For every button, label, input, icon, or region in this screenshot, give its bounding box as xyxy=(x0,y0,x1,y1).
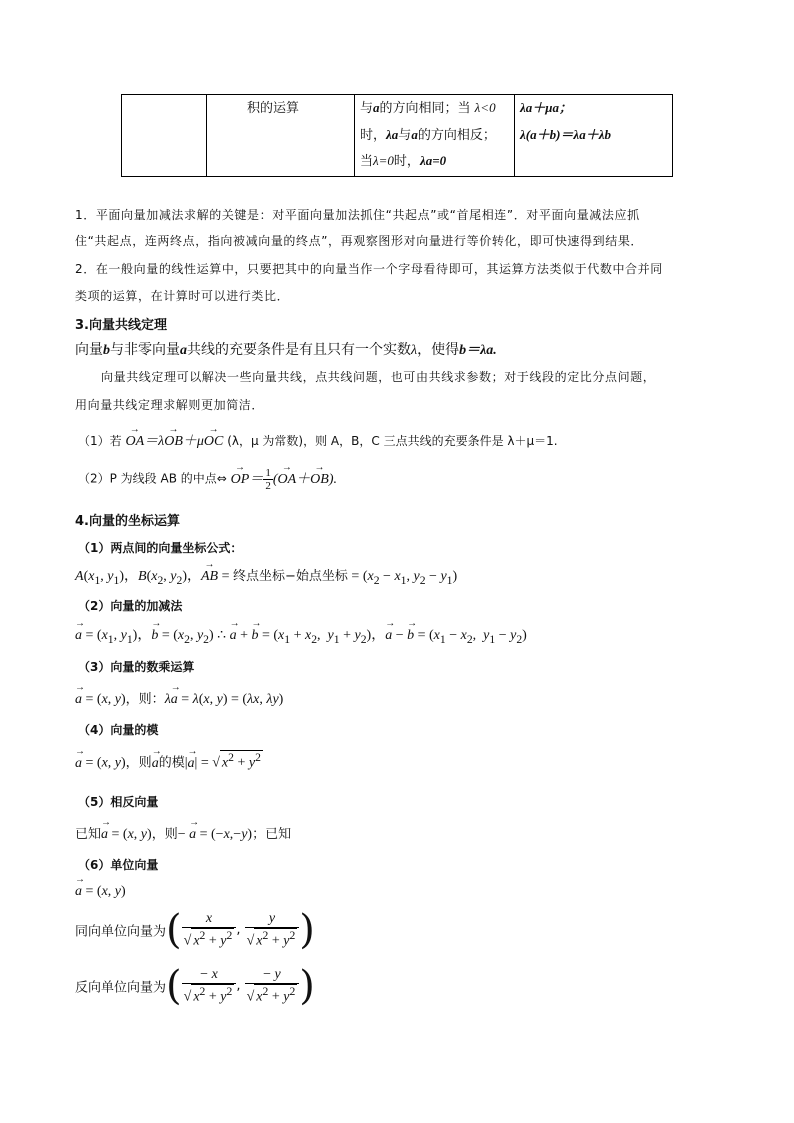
subsection-4-5: （5）相反向量 xyxy=(78,795,159,809)
section-4-heading: 4.向量的坐标运算 xyxy=(75,514,180,529)
note-1-line1: 1．平面向量加减法求解的关键是：对平面向量加法抓住“共起点”或“首尾相连”．对平面向量减法应抓 xyxy=(75,208,640,222)
table-cell-rule-line3: 当λ=0时，λa=0 xyxy=(360,153,447,169)
note-1-line2: 住“共起点，连两终点，指向被减向量的终点”，再观察图形对向量进行等价转化，即可快速得到结果． xyxy=(75,234,644,248)
subsection-4-2: （2）向量的加减法 xyxy=(78,599,183,613)
note-2-line1: 2．在一般向量的线性运算中，只要把其中的向量当作一个字母看待即可，其运算方法类似于代数中合并同 xyxy=(75,262,663,276)
table-divider xyxy=(514,95,515,176)
section-3-item2: （2）P 为线段 AB 的中点⇔ → OP＝ $\frac{1}{2}$ (→ OA＋→ OB). xyxy=(78,467,337,492)
same-direction-unit-vector: 同向单位向量为( $\frac{x}{√ x^2 + y^2}$ , $\frac{y}{√ x^2 + y^2}$ ) xyxy=(75,907,315,953)
operations-table xyxy=(121,94,673,177)
subsection-4-3: （3）向量的数乘运算 xyxy=(78,660,195,674)
section-3-para-line2: 用向量共线定理求解则更加简洁． xyxy=(75,398,265,412)
formula-opposite-vector: 已知→ a = (x, y)，则− → a = (−x,−y)；已知 xyxy=(75,823,291,843)
collinear-theorem: 向量b与非零向量a共线的充要条件是有且只有一个实数λ，使得b＝λa. xyxy=(75,342,497,358)
section-3-para-line1: 向量共线定理可以解决一些向量共线，点共线问题，也可由共线求参数；对于线段的定比分点问题， xyxy=(101,370,656,384)
formula-two-point-vector: $A(x_1$, $y_1$)，$B(x_2$, $y_2$)，→ AB = 终点坐标−始点坐标 = ($x_2 - x_1$, $y_2 - y_1$) xyxy=(75,565,457,587)
table-cell-law-line2: λ(a＋b)＝λa＋λb xyxy=(520,127,611,142)
table-cell-rule-line1: 与a的方向相同；当 λ<0 xyxy=(360,100,496,116)
formula-magnitude: → a = (x, y)，则→ a的模|→ a| = √ $x^2 + y^2$ xyxy=(75,750,263,772)
section-3-item1: （1）若 → OA＝λ→ OB＋μ→ OC (λ，μ 为常数)，则 A，B，C 三点共线的充要条件是 λ＋μ＝1. xyxy=(78,430,558,450)
table-cell-operation: 积的运算 xyxy=(247,101,300,116)
note-2-line2: 类项的运算，在计算时可以进行类比． xyxy=(75,289,290,303)
formula-unit-vector-def: → a = (x, y) xyxy=(75,884,126,900)
table-cell-law-line1: λa＋μa； xyxy=(520,100,573,115)
subsection-4-6: （6）单位向量 xyxy=(78,858,159,872)
subsection-4-1: （1）两点间的向量坐标公式： xyxy=(78,541,243,555)
opposite-direction-unit-vector: 反向单位向量为( $\frac{- x}{√ x^2 + y^2}$ , $\frac{- y}{√ x^2 + y^2}$ ) xyxy=(75,963,315,1009)
table-divider xyxy=(354,95,355,176)
section-3-heading: 3.向量共线定理 xyxy=(75,318,167,333)
formula-scalar-multiply: → a = (x, y)，则：λ→ a = λ(x, y) = (λx, λy) xyxy=(75,688,283,708)
table-cell-rule-line2: 时，λa与a的方向相反； xyxy=(360,127,496,143)
table-divider xyxy=(206,95,207,176)
formula-add-subtract: → $a = (x_1$, $y_1$)，→ $b = (x_2$, $y_2$) ∴ → a + → $b = (x_1 + x_2$, $y_1 + y_2$)，→ a − → $b = (x_1 - x_2$, $y_1 - y_2$) xyxy=(75,624,527,646)
subsection-4-4: （4）向量的模 xyxy=(78,723,159,737)
